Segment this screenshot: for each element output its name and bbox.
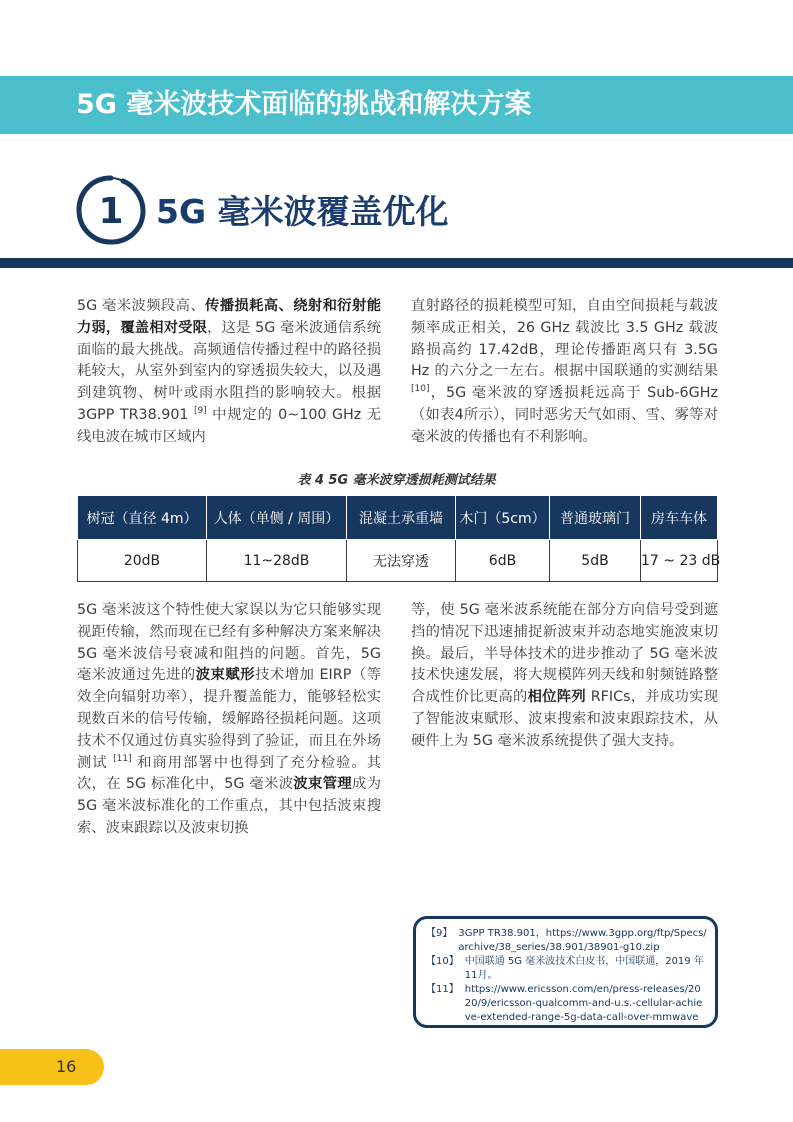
table-header: 普通玻璃门	[550, 496, 641, 540]
page-number-tab	[0, 1049, 104, 1085]
section-divider	[0, 258, 793, 268]
table-header: 人体（单侧 / 周围）	[207, 496, 347, 540]
table-header: 木门（5cm）	[456, 496, 550, 540]
reference-key: 【10】	[426, 956, 459, 967]
paragraph-4: 等，使 5G 毫米波系统能在部分方向信号受到遮挡的情况下迅速捕捉新波束并动态地实施波束切换。最后，半导体技术的进步推动了 5G 毫米波技术快速发展，将大规模阵列天线和射频链路整合成性价比更高的相位阵列 RFICs，并成功实现了智能波束赋形、波束搜索和波束跟踪技术，从硬件上为 5G 毫米波系统提供了强大支持。	[411, 602, 719, 749]
table-caption: 表 4 5G 毫米波穿透损耗测试结果	[297, 473, 496, 488]
table-header: 树冠（直径 4m）	[78, 496, 207, 540]
table-cell: 无法穿透	[347, 540, 456, 582]
section-number-badge	[74, 173, 148, 247]
paragraph-2: 直射路径的损耗模型可知，自由空间损耗与载波频率成正相关，26 GHz 载波比 3.5 GHz 载波路损高约 17.42dB，理论传播距离只有 3.5G Hz 的六分之一左右。根据中国联通的实测结果 [10]，5G 毫米波的穿透损耗远高于 Sub-6GHz（如表4所示），同时恶劣天气如雨、雪、雾等对毫米波的传播也有不利影响。	[411, 298, 718, 445]
section-title: 5G 毫米波覆盖优化	[156, 192, 449, 231]
reference-item	[426, 955, 707, 983]
table-header-row	[78, 496, 718, 540]
banner-title: 5G 毫米波技术面临的挑战和解决方案	[76, 89, 532, 120]
penetration-loss-table	[77, 495, 721, 582]
table-cell: 5dB	[550, 540, 641, 582]
reference-key: 【9】	[426, 928, 453, 939]
reference-link[interactable]: 3GPP TR38.901，https://www.3gpp.org/ftp/Specs/archive/38_series/38.901/38901-g10.zip	[458, 928, 707, 953]
table-header: 房车车体	[641, 496, 718, 540]
reference-link[interactable]: https://www.ericsson.com/en/press-releases/2020/9/ericsson-qualcomm-and-u.s.-cellular-achieve-extended-range-5g-data-call-over-mmwave	[464, 984, 703, 1023]
header-banner	[0, 76, 793, 134]
citation-11: [11]	[113, 753, 132, 764]
references-box	[413, 916, 718, 1028]
table-header: 混凝土承重墙	[347, 496, 456, 540]
table-row	[78, 540, 718, 582]
reference-text: 中国联通 5G 毫米波技术白皮书，中国联通，2019 年 11月。	[464, 956, 704, 981]
section-number: 1	[98, 191, 124, 232]
table-cell: 17 ~ 23 dB	[641, 540, 718, 582]
paragraph-1: 5G 毫米波频段高、传播损耗高、绕射和衍射能力弱，覆盖相对受限，这是 5G 毫米波通信系统面临的最大挑战。高频通信传播过程中的路径损耗较大，从室外到室内的穿透损失较大，以及遇到建筑物、树叶或雨水阻挡的影响较大。根据 3GPP TR38.901 [9] 中规定的 0~100 GHz 无线电波在城市区域内	[77, 298, 382, 445]
table-cell: 20dB	[78, 540, 207, 582]
page-number: 16	[56, 1057, 77, 1076]
paragraph-3: 5G 毫米波这个特性使大家误以为它只能够实现视距传输，然而现在已经有多种解决方案来解决 5G 毫米波信号衰减和阻挡的问题。首先，5G 毫米波通过先进的波束赋形技术增加 EIRP（等效全向辐射功率），提升覆盖能力，能够轻松实现数百米的信号传输，缓解路径损耗问题。这项技术不仅通过仿真实验得到了验证，而且在外场测试 [11] 和商用部署中也得到了充分检验。其次，在 5G 标准化中，5G 毫米波波束管理成为 5G 毫米波标准化的工作重点，其中包括波束搜索、波束跟踪以及波束切换	[77, 602, 382, 836]
reference-item	[426, 927, 707, 955]
reference-key: 【11】	[426, 984, 459, 995]
table-cell: 6dB	[456, 540, 550, 582]
table-cell: 11~28dB	[207, 540, 347, 582]
citation-10: [10]	[411, 384, 430, 395]
citation-9: [9]	[193, 405, 207, 416]
reference-item	[426, 983, 707, 1025]
